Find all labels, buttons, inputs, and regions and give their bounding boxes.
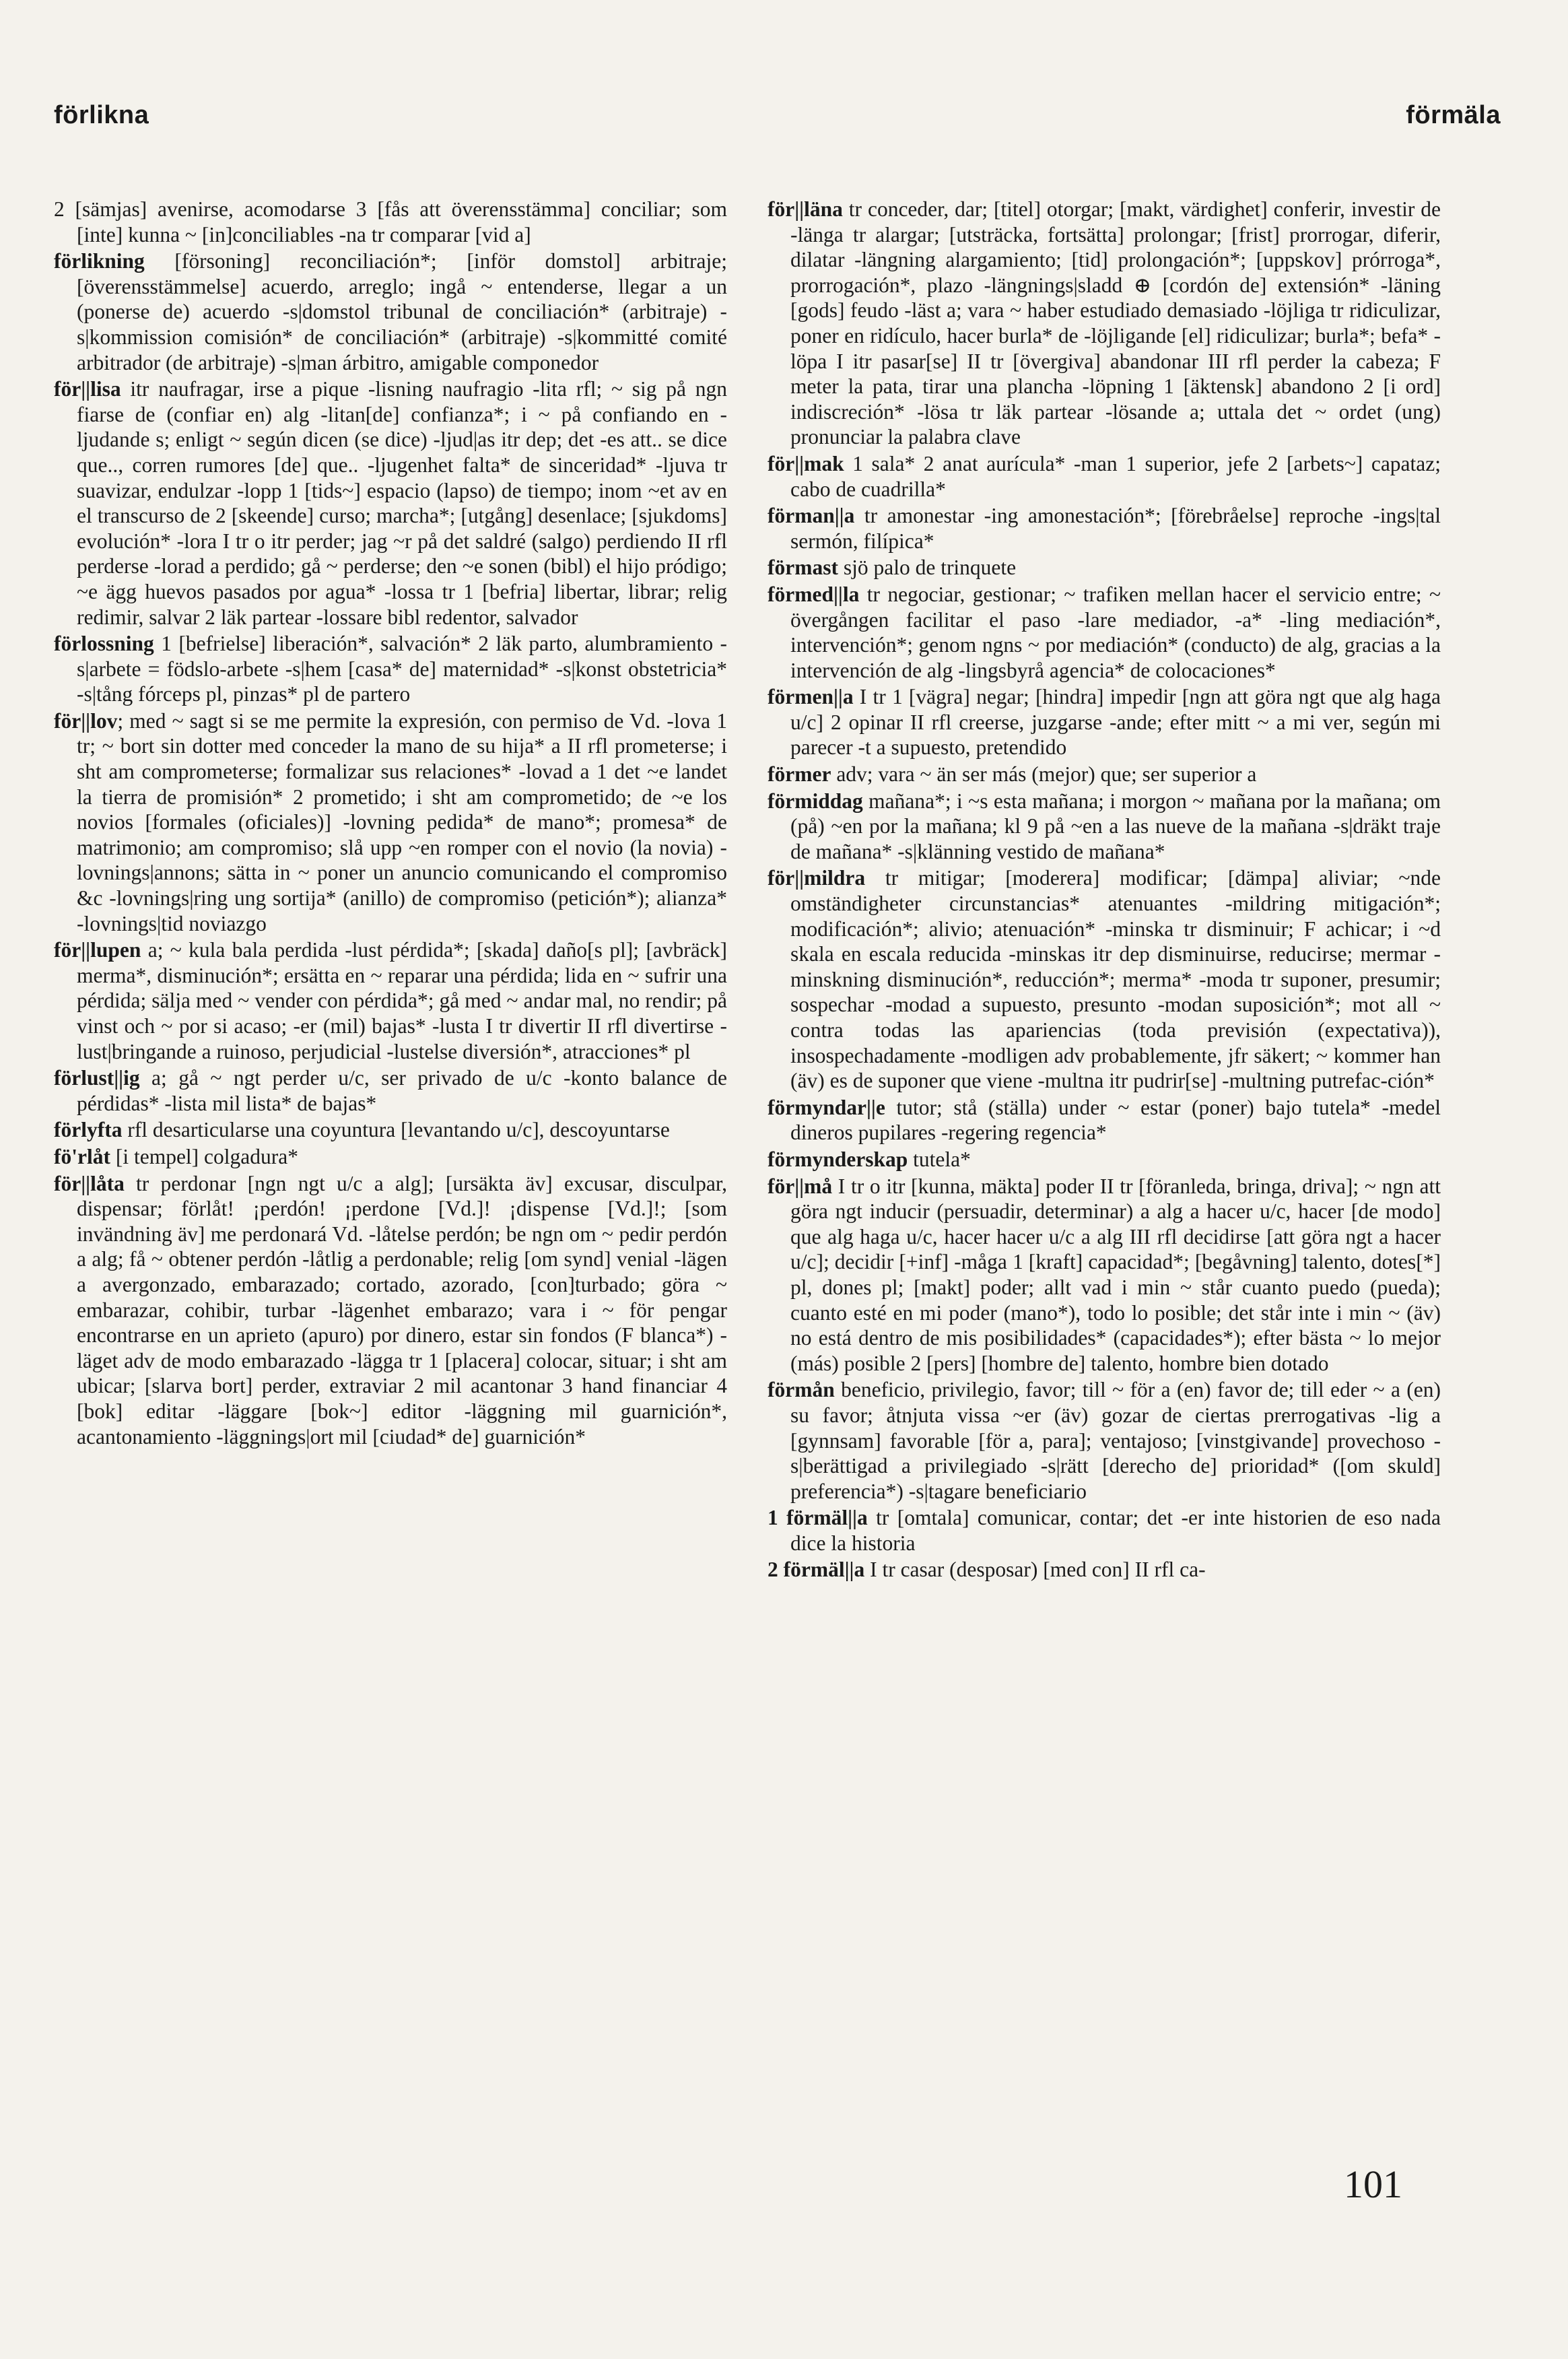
entry-body: sjö palo de trinquete [838, 556, 1017, 580]
entry-headword: för||lupen [54, 938, 141, 962]
entry-body: tr mitigar; [moderera] modificar; [dämpa] aliviar; ~nde omständigheter circunstancias* atenuantes -mildring mitigación*; modificación*; alivio; atenuación* -minska tr disminuir; F achicar; i ~d skala en escala reducida -minskas itr dep disminuirse, reducirse; mermar -minskning disminución*, reducción*; merma* -moda tr suponer, presumir; sospechar -modad a supuesto, presunto -modan suposición*; mot all ~ contra todas las apariencias (toda previsión (expectativa)), insospechadamente -modligen adv probablemente, jfr säkert; ~ kommer han (äv) es de suponer que viene -multna itr pudrir[se] -multning putrefac-ción* [790, 866, 1441, 1093]
entry-body: tutor; stå (ställa) under ~ estar (poner) bajo tutela* -medel dineros pupilares -regering regencia* [790, 1095, 1441, 1145]
entry-headword: för||mak [768, 451, 844, 475]
dictionary-entry [768, 582, 1441, 683]
dictionary-entry [54, 197, 727, 247]
entry-body: a; gå ~ ngt perder u/c, ser privado de u/c -konto balance de pérdidas* -lista mil lista* de bajas* [77, 1066, 727, 1115]
right-column [768, 197, 1441, 1584]
entry-headword: för||må [768, 1174, 833, 1198]
page-number: 101 [1344, 2162, 1402, 2206]
running-head-left: förlikna [54, 101, 149, 129]
entry-headword: för||lisa [54, 377, 121, 401]
entry-headword: förlossning [54, 632, 154, 656]
entry-body: 1 [befrielse] liberación*, salvación* 2 läk parto, alumbramiento -s|arbete = födslo-arbete -s|hem [casa* de] maternidad* -s|konst obstetricia* -s|tång fórceps pl, pinzas* pl de partero [77, 632, 727, 706]
entry-body: I tr 1 [vägra] negar; [hindra] impedir [ngn att göra ngt que alg haga u/c] 2 opinar II rfl creerse, juzgarse -ande; efter mitt ~ a mi ver, según mi parecer -t a supuesto, pretendido [790, 685, 1441, 760]
entry-headword: förmån [768, 1378, 835, 1402]
entry-headword: 2 förmäl||a [768, 1558, 865, 1582]
dictionary-entry [768, 684, 1441, 760]
entry-body: rfl desarticularse una coyuntura [levantando u/c], descoyuntarse [122, 1118, 670, 1142]
entry-headword: förmyndar||e [768, 1095, 885, 1119]
entry-headword: 1 förmäl||a [768, 1506, 868, 1530]
left-column [54, 197, 727, 1451]
entry-body: [försoning] reconciliación*; [inför domstol] arbitraje; [överensstämmelse] acuerdo, arreglo; ingå ~ entenderse, llegar a un (ponerse de) acuerdo -s|domstol tribunal de conciliación* (arbitraje) -s|kommission comisión* de conciliación* (arbitraje) -s|kommitté comité arbitrador (de arbitraje) -s|man árbitro, amigable componedor [77, 249, 727, 374]
entry-body: 1 sala* 2 anat aurícula* -man 1 superior, jefe 2 [arbets~] capataz; cabo de cuadrilla* [790, 451, 1441, 501]
entry-body: itr naufragar, irse a pique -lisning naufragio -lita rfl; ~ sig på ngn fiarse de (confiar en) alg -litan[de] confianza*; i ~ på confiando en -ljudande s; enligt ~ según dicen (se dice) -ljud|as itr dep; det -es att.. se dice que.., corren rumores [de] que.. -ljugenhet falta* de sinceridad* -ljuva tr suavizar, endulzar -lopp 1 [tids~] espacio (lapso) de tiempo; inom ~et av en el transcurso de 2 [skeende] curso; marcha*; [utgång] desenlace; [sjukdoms] evolución* -lora I tr o itr perder; jag ~r på det saldré (salgo) perdiendo II rfl perderse -lorad a perdido; gå ~ perderse; den ~e sonen (bibl) el hijo pródigo; ~e ägg huevos pasados por agua* -lossa tr 1 [befria] libertar, librar; relig redimir, salvar 2 läk partear -lossare bibl redentor, salvador [77, 377, 727, 629]
entry-headword: förlyfta [54, 1118, 123, 1142]
entry-headword: förman||a [768, 504, 855, 528]
dictionary-entry [54, 1117, 727, 1143]
entry-body: [i tempel] colgadura* [110, 1144, 298, 1168]
entry-headword: förmer [768, 762, 831, 787]
entry-body: tutela* [908, 1147, 971, 1171]
entry-body: I tr casar (desposar) [med con] II rfl ca- [864, 1558, 1206, 1582]
entry-headword: förmiddag [768, 789, 863, 813]
dictionary-entry [768, 1147, 1441, 1172]
dictionary-entry [768, 865, 1441, 1093]
entry-body: tr amonestar -ing amonestación*; [förebråelse] reproche -ings|tal sermón, filípica* [790, 504, 1441, 553]
dictionary-entry [54, 1065, 727, 1116]
dictionary-entry [54, 631, 727, 707]
dictionary-entry [768, 197, 1441, 450]
dictionary-entry [768, 1174, 1441, 1376]
entry-body: ; med ~ sagt si se me permite la expresión, con permiso de Vd. -lova 1 tr; ~ bort sin dotter med conceder la mano de su hija* a II rfl prometerse; i sht am comprometerse; formalizar sus relaciones* -lovad a 1 det ~e landet la tierra de promisión* 2 prometido; i sht am comprometido; de ~e los novios [formales (oficiales)] -lovning pedida* de mano*; promesa* de matrimonio; am compromiso; slå upp ~en romper con el novio (la novia) -lovnings|annons; sätta in ~ poner un anuncio comunicando el compromiso &c -lovnings|ring ung sortija* (anillo) de compromiso (petición*); alianza* -lovnings|tid noviazgo [77, 708, 727, 935]
dictionary-entry [54, 1144, 727, 1170]
entry-headword: fö'rlåt [54, 1144, 110, 1168]
entry-body: beneficio, privilegio, favor; till ~ för a (en) favor de; till eder ~ a (en) su favor; åtnjuta vissa ~er (äv) gozar de ciertas prerrogativas -lig a [gynnsam] favorable [för a, para]; ventajoso; [vinstgivande] provechoso -s|berättigad a privilegiado -s|rätt [derecho de] prioridad* ([om skuld] preferencia*) -s|tagare beneficiario [790, 1378, 1441, 1503]
entry-body: tr [omtala] comunicar, contar; det -er inte historien de eso nada dice la historia [790, 1506, 1441, 1555]
dictionary-entry [768, 1377, 1441, 1504]
dictionary-entry [54, 708, 727, 936]
entry-headword: för||låta [54, 1171, 125, 1195]
dictionary-entry [768, 1557, 1441, 1583]
entry-headword: förmynderskap [768, 1147, 908, 1171]
entry-headword: förlikning [54, 249, 145, 273]
entry-body: I tr o itr [kunna, mäkta] poder II tr [föranleda, bringa, driva]; ~ ngn att göra ngt inducir (persuadir, determinar) a alg a hacer u/c, hacer [de modo] que alg haga u/c, hacer hacer u/c a alg III rfl decidirse [att göra ngt a hacer u/c]; decidir [+inf] -måga 1 [kraft] capacidad*; [begåvning] talento, dotes[*] pl, dones pl; [makt] poder; allt vad i min ~ står cuanto puedo (pueda); cuanto esté en mi poder (mano*), todo lo posible; det står inte i min ~ (äv) no está dentro de mis posibilidades* (capacidades*); efter bästa ~ lo mejor (más) posible 2 [pers] [hombre de] talento, hombre bien dotado [790, 1174, 1441, 1375]
dictionary-entry [768, 1095, 1441, 1145]
dictionary-entry [768, 555, 1441, 580]
entry-body: tr conceder, dar; [titel] otorgar; [makt, värdighet] conferir, investir de -länga tr alargar; [utsträcka, fortsätta] prolongar; [frist] prorrogar, diferir, dilatar -längning alargamiento; [tid] prolongación*; [uppskov] prórroga*, prorrogación*, plazo -längnings|sladd ⊕ [cordón de] extensión* -läning [gods] feudo -läst a; vara ~ haber estudiado demasiado -löjliga tr ridiculizar, poner en ridículo, hacer burla* de -löjligande [el] ridiculizar; burla*; befa* -löpa I itr pasar[se] II tr [övergiva] abandonar III rfl perder la cabeza; F meter la pata, tirar una plancha -löpning 1 [äktensk] abandono 2 [i ord] indiscreción* -lösa tr läk partear -lösande a; uttala det ~ ordet (ung) pronunciar la palabra clave [790, 197, 1441, 449]
entry-headword: för||mildra [768, 866, 866, 890]
dictionary-entry [768, 503, 1441, 554]
entry-headword: förmed||la [768, 582, 860, 606]
entry-body: tr perdonar [ngn ngt u/c a alg]; [ursäkta äv] excusar, disculpar, dispensar; förlåt! ¡perdón! ¡perdone [Vd.]! ¡dispense [Vd.]!; [som invändning äv] me perdonará Vd. -låtelse perdón; be ngn om ~ pedir perdón a alg; få ~ obtener perdón -låtlig a perdonable; relig [om synd] venial -lägen a avergonzado, embarazado; cortado, azorado, [con]turbado; göra ~ embarazar, cohibir, turbar -lägenhet embarazo; vara i ~ för pengar encontrarse en un aprieto (apuro) por dinero, estar sin fondos (F blanca*) -läget adv de modo embarazado -lägga tr 1 [placera] colocar, situar; i sht am ubicar; [slarva bort] perder, extraviar 2 mil acantonar 3 hand financiar 4 [bok] editar -läggare [bok~] editor -läggning mil guarnición*, acantonamiento -läggnings|ort mil [ciudad* de] guarnición* [77, 1171, 727, 1449]
dictionary-entry [768, 1505, 1441, 1556]
dictionary-entry [768, 451, 1441, 502]
dictionary-entry [54, 937, 727, 1064]
dictionary-entry [54, 376, 727, 630]
running-head-right: förmäla [1406, 101, 1501, 129]
dictionary-entry [768, 762, 1441, 787]
entry-headword: förmast [768, 556, 838, 580]
dictionary-entry [54, 248, 727, 375]
entry-headword: förlust||ig [54, 1066, 140, 1090]
entry-body: tr negociar, gestionar; ~ trafiken mellan hacer el servicio entre; ~ övergången facilitar el paso -lare mediador, -a* -ling mediación*, intervención*; genom ngns ~ por mediación* (conducto) de alg, gracias a la intervención de alg -lingsbyrå agencia* de colocaciones* [790, 582, 1441, 682]
entry-body: mañana*; i ~s esta mañana; i morgon ~ mañana por la mañana; om (på) ~en por la mañana; kl 9 på ~en a las nueve de la mañana -s|dräkt traje de mañana* -s|klänning vestido de mañana* [790, 789, 1441, 863]
entry-headword: förmen||a [768, 685, 854, 709]
entry-body: adv; vara ~ än ser más (mejor) que; ser superior a [831, 762, 1257, 787]
entry-body: 2 [sämjas] avenirse, acomodarse 3 [fås att överensstämma] conciliar; som [inte] kunna ~ [in]conciliables -na tr comparar [vid a] [54, 197, 727, 246]
dictionary-entry [768, 789, 1441, 865]
entry-headword: för||lov [54, 708, 118, 733]
dictionary-entry [54, 1171, 727, 1450]
entry-headword: för||läna [768, 197, 843, 221]
entry-body: a; ~ kula bala perdida -lust pérdida*; [skada] daño[s pl]; [avbräck] merma*, disminución*; ersätta en ~ reparar una pérdida; lida en ~ sufrir una pérdida; sälja med ~ vender con pérdida*; gå med ~ andar mal, no rendir; på vinst och ~ por si acaso; -er (mil) bajas* -lusta I tr divertir II rfl divertirse -lust|bringande a ruinoso, perjudicial -lustelse diversión*, atracciones* pl [77, 938, 727, 1063]
